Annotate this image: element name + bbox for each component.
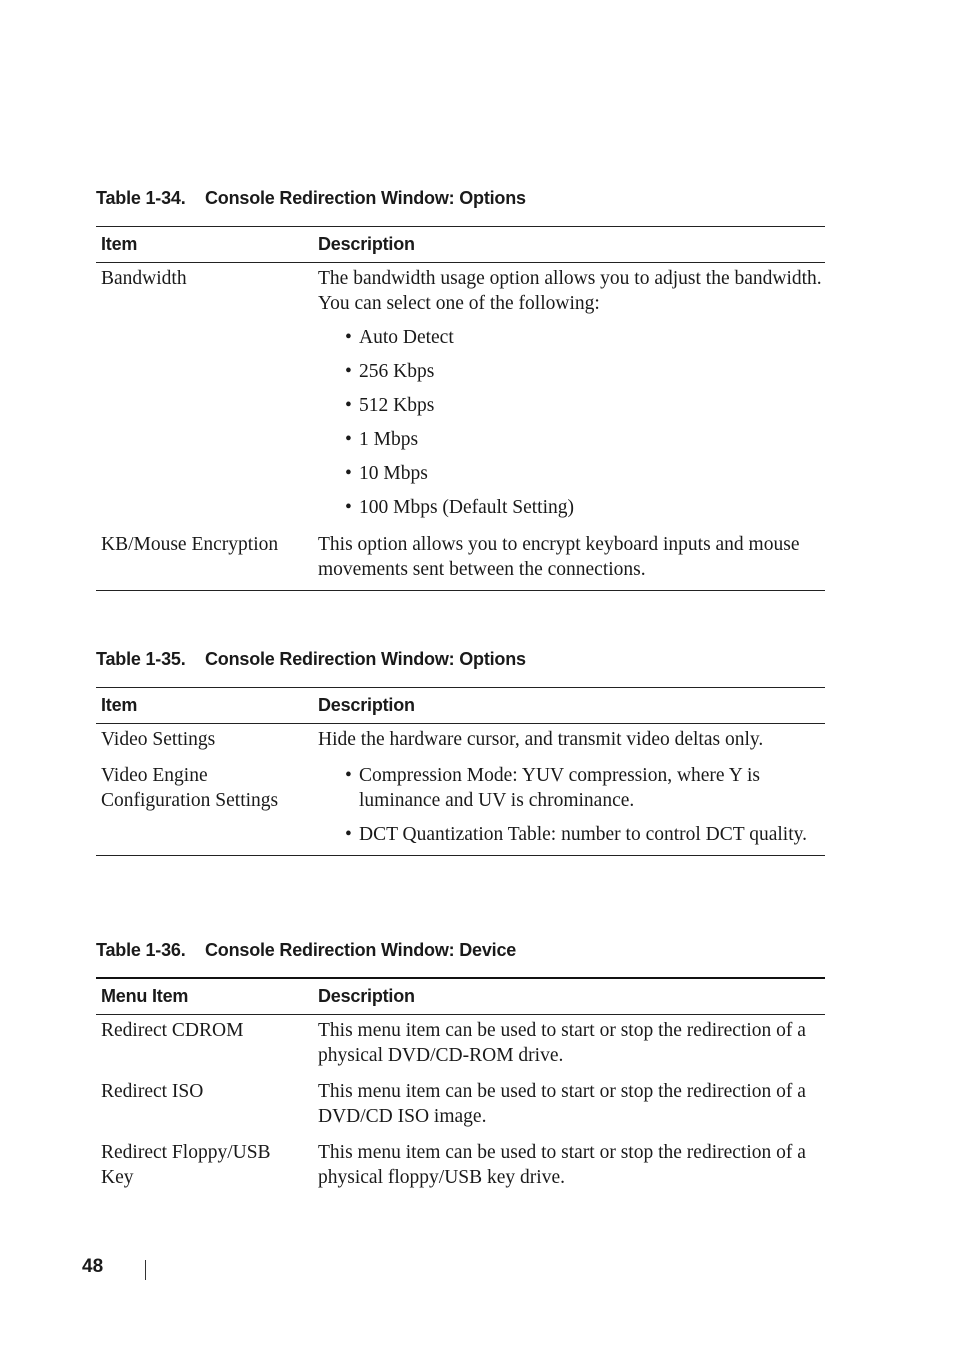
video-engine-settings-list bbox=[318, 763, 825, 847]
table-caption-title: Console Redirection Window: Device bbox=[205, 940, 517, 960]
list-item: • 512 Kbps bbox=[318, 393, 825, 418]
column-header-item: Item bbox=[101, 234, 138, 254]
row-description-cell bbox=[318, 532, 825, 582]
column-header-description: Description bbox=[318, 695, 415, 715]
table-1-36 bbox=[96, 936, 825, 1190]
table-row bbox=[96, 1015, 825, 1068]
row-description: Hide the hardware cursor, and transmit video deltas only. bbox=[318, 729, 764, 750]
row-description: The bandwidth usage option allows you to adjust the bandwidth. You can select one of the following: bbox=[318, 268, 822, 314]
row-description-cell bbox=[318, 1079, 825, 1129]
table-header-row bbox=[96, 227, 825, 263]
column-header-item: Item bbox=[101, 695, 138, 715]
table-row bbox=[96, 520, 825, 590]
row-description: This menu item can be used to start or stop the redirection of a DVD/CD ISO image. bbox=[318, 1081, 806, 1127]
table-bottom-rule bbox=[96, 855, 825, 856]
column-header-description: Description bbox=[318, 234, 415, 254]
row-description: This menu item can be used to start or stop the redirection of a physical floppy/USB key drive. bbox=[318, 1142, 806, 1188]
list-item: • 1 Mbps bbox=[318, 427, 825, 452]
row-description-cell bbox=[318, 763, 825, 847]
column-header-description: Description bbox=[318, 986, 415, 1006]
page-number: 48 bbox=[82, 1256, 104, 1277]
table-row bbox=[96, 263, 825, 520]
table-caption-title: Console Redirection Window: Options bbox=[205, 188, 526, 208]
table-bottom-rule bbox=[96, 590, 825, 591]
list-item: • 100 Mbps (Default Setting) bbox=[318, 495, 825, 520]
table-caption-number: Table 1-36. bbox=[96, 940, 186, 960]
table-caption-title: Console Redirection Window: Options bbox=[205, 649, 526, 669]
row-item: KB/Mouse Encryption bbox=[101, 534, 279, 555]
row-item: Video Engine Configuration Settings bbox=[101, 765, 279, 811]
row-description-cell bbox=[318, 727, 825, 752]
footer-divider bbox=[145, 1260, 146, 1280]
list-item: • DCT Quantization Table: number to control DCT quality. bbox=[318, 822, 825, 847]
table-1-35 bbox=[96, 645, 825, 856]
list-item: • 256 Kbps bbox=[318, 359, 825, 384]
row-description-cell bbox=[318, 266, 825, 520]
table-row bbox=[96, 1129, 825, 1190]
table-caption bbox=[96, 184, 825, 212]
table-caption-number: Table 1-34. bbox=[96, 188, 186, 208]
table-row bbox=[96, 752, 825, 855]
row-item: Redirect CDROM bbox=[101, 1020, 244, 1041]
table-header-row bbox=[96, 979, 825, 1015]
list-item: • Compression Mode: YUV compression, where Y is luminance and UV is chrominance. bbox=[318, 763, 825, 813]
column-header-menu-item: Menu Item bbox=[101, 986, 189, 1006]
list-item: • 10 Mbps bbox=[318, 461, 825, 486]
table-row bbox=[96, 1068, 825, 1129]
row-description: This menu item can be used to start or stop the redirection of a physical DVD/CD-ROM drive. bbox=[318, 1020, 806, 1066]
table-caption bbox=[96, 936, 825, 964]
table-caption bbox=[96, 645, 825, 673]
row-description: This option allows you to encrypt keyboard inputs and mouse movements sent between the connections. bbox=[318, 534, 800, 580]
table-caption-number: Table 1-35. bbox=[96, 649, 186, 669]
row-item: Bandwidth bbox=[101, 268, 187, 289]
row-item: Redirect Floppy/USB Key bbox=[101, 1142, 271, 1188]
row-item: Redirect ISO bbox=[101, 1081, 204, 1102]
list-item: • Auto Detect bbox=[318, 325, 825, 350]
bandwidth-options-list bbox=[318, 325, 825, 520]
table-1-34 bbox=[96, 184, 825, 591]
table-header-row bbox=[96, 688, 825, 724]
row-description-cell bbox=[318, 1018, 825, 1068]
table-row bbox=[96, 724, 825, 752]
row-description-cell bbox=[318, 1140, 825, 1190]
row-item: Video Settings bbox=[101, 729, 216, 750]
